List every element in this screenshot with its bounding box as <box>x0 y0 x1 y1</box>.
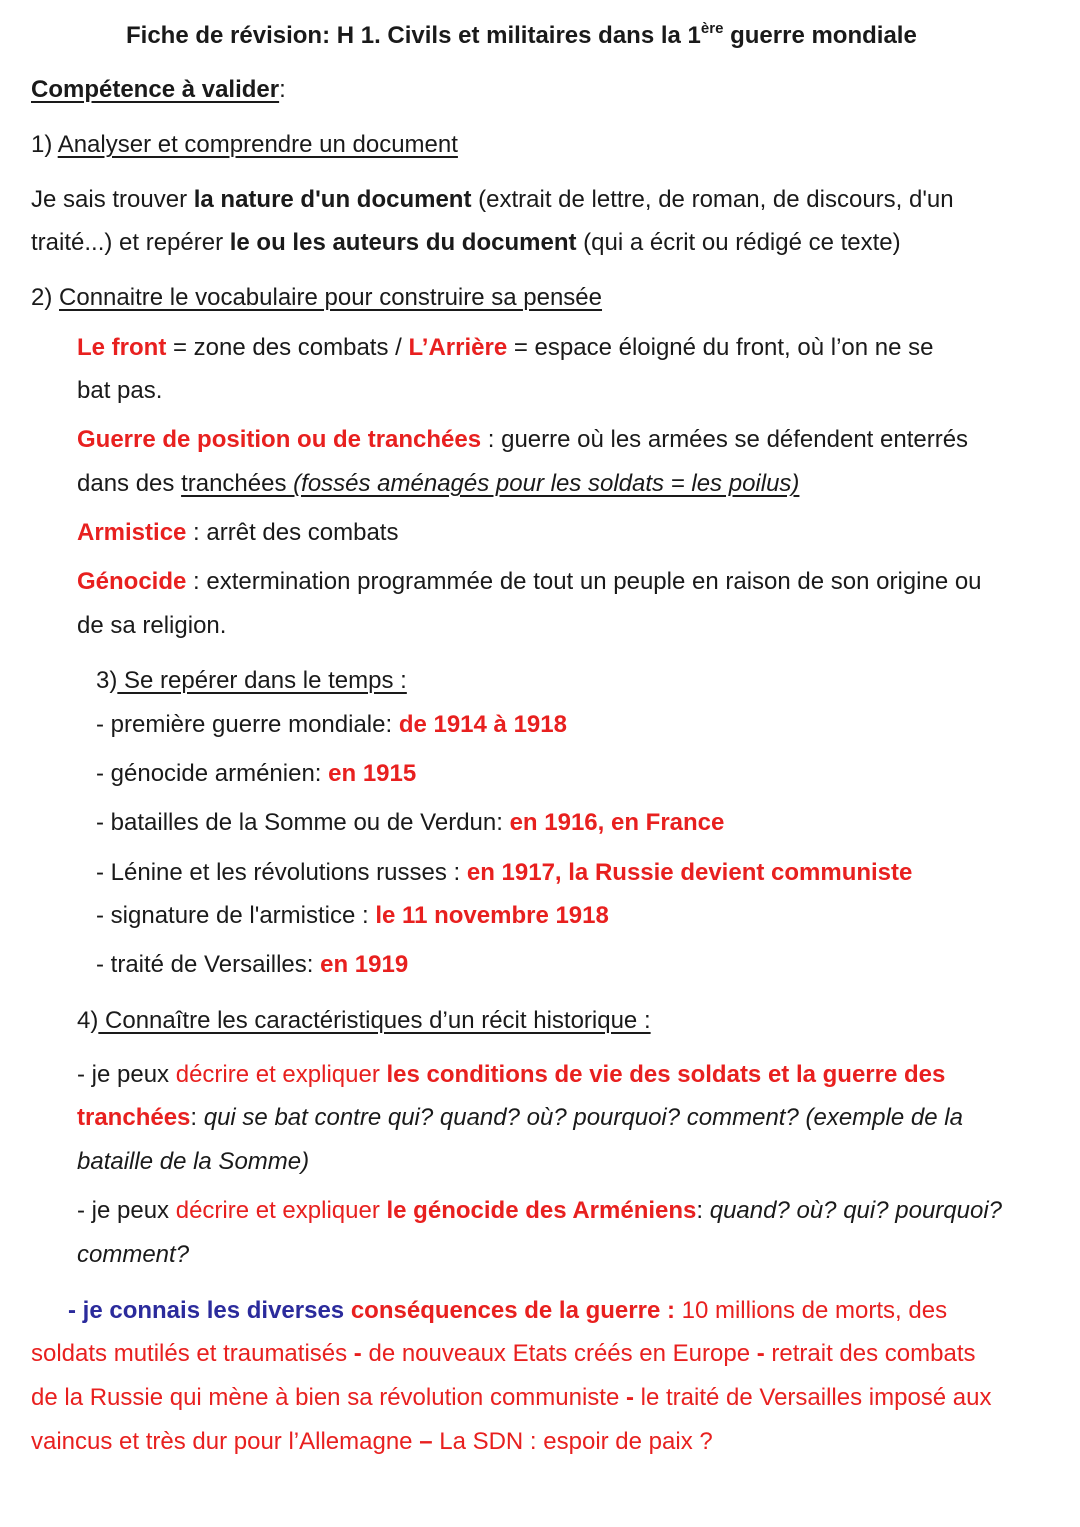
definition-arriere-cont: bat pas. <box>77 377 163 404</box>
section-4-heading: 4) Connaître les caractéristiques d’un récit historique : <box>77 1007 651 1034</box>
timeline-item: - batailles de la Somme ou de Verdun: en 1916, en France <box>96 809 725 836</box>
timeline-item: - signature de l'armistice : le 11 novembre 1918 <box>96 902 609 929</box>
skill-genocide-armeniens: - je peux décrire et expliquer le génocide des Arméniens: quand? où? qui? pourquoi? <box>77 1197 1002 1224</box>
section-1-heading: 1) Analyser et comprendre un document <box>31 131 458 158</box>
skill-conditions-soldats-cont: tranchées: qui se bat contre qui? quand? où? pourquoi? comment? (exemple de la <box>77 1104 963 1131</box>
competence-heading: Compétence à valider: <box>31 76 286 103</box>
section-3-heading: 3) Se repérer dans le temps : <box>96 667 407 694</box>
definition-genocide: Génocide : extermination programmée de tout un peuple en raison de son origine ou <box>77 568 982 595</box>
consequences-line-1: - je connais les diverses conséquences de la guerre : 10 millions de morts, des <box>68 1297 948 1324</box>
definition-armistice: Armistice : arrêt des combats <box>77 519 399 546</box>
consequences-line-3: de la Russie qui mène à bien sa révolution communiste - le traité de Versailles imposé aux <box>31 1384 992 1411</box>
definition-guerre-position: Guerre de position ou de tranchées : guerre où les armées se défendent enterrés <box>77 426 969 453</box>
timeline-item: - première guerre mondiale: de 1914 à 1918 <box>96 711 567 738</box>
definition-guerre-position-cont: dans des tranchées (fossés aménagés pour les soldats = les poilus) <box>77 470 800 497</box>
consequences-line-4: vaincus et très dur pour l’Allemagne – La SDN : espoir de paix ? <box>31 1428 713 1455</box>
definition-front-arriere: Le front = zone des combats / L’Arrière = espace éloigné du front, où l’on ne se <box>77 334 934 361</box>
section-2-heading: 2) Connaitre le vocabulaire pour construire sa pensée <box>31 284 603 311</box>
timeline-item: - génocide arménien: en 1915 <box>96 760 417 787</box>
section-1-text-line-1: Je sais trouver la nature d'un document (extrait de lettre, de roman, de discours, d'un <box>31 186 954 213</box>
consequences-line-2: soldats mutilés et traumatisés - de nouveaux Etats créés en Europe - retrait des combats <box>31 1340 976 1367</box>
timeline-item: - traité de Versailles: en 1919 <box>96 951 409 978</box>
page-title: Fiche de révision: H 1. Civils et militaires dans la 1ère guerre mondiale <box>126 20 917 49</box>
skill-genocide-armeniens-cont: comment? <box>77 1241 190 1268</box>
definition-genocide-cont: de sa religion. <box>77 612 227 639</box>
timeline-item: - Lénine et les révolutions russes : en 1917, la Russie devient communiste <box>96 859 913 886</box>
skill-conditions-soldats-cont2: bataille de la Somme) <box>77 1148 310 1175</box>
skill-conditions-soldats: - je peux décrire et expliquer les conditions de vie des soldats et la guerre des <box>77 1061 946 1088</box>
section-1-text-line-2: traité...) et repérer le ou les auteurs du document (qui a écrit ou rédigé ce texte) <box>31 229 901 256</box>
